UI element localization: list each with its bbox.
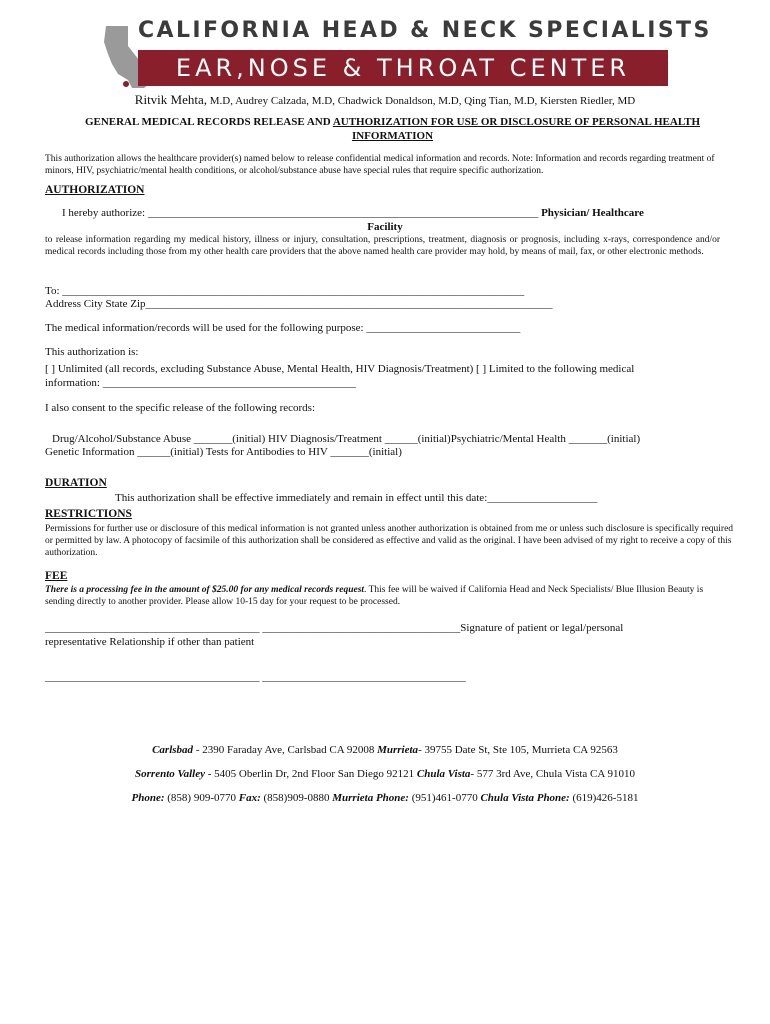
signature-line[interactable]: _______________________________________ ____________________________________Signature of patient or legal/personal xyxy=(45,622,624,634)
relationship-line[interactable]: _______________________________________ _____________________________________ xyxy=(45,671,466,683)
purpose-field[interactable]: The medical information/records will be used for the following purpose: ____________________________ xyxy=(45,322,521,334)
facility-label: Facility xyxy=(367,221,403,233)
footer-phones: Phone: (858) 909-0770 Fax: (858)909-0880 Murrieta Phone: (951)461-0770 Chula Vista Phone: (619)426-5181 xyxy=(131,792,639,804)
unlimited-option[interactable]: [ ] Unlimited (all records, excluding Substance Abuse, Mental Health, HIV Diagnosis/Treatment) [ ] Limited to the following medical xyxy=(45,363,635,375)
intro-text: This authorization allows the healthcare provider(s) named below to release confidential medical information and records. Note: Information and records regarding treatment of minors, HIV, psychiatric/mental health conditions, or alcohol/substance abuse have special rules that require specific authorization. xyxy=(45,154,715,176)
duration-heading: DURATION xyxy=(45,477,107,489)
records-initials-row1[interactable]: Drug/Alcohol/Substance Abuse _______(initial) HIV Diagnosis/Treatment ______(initial)Psychiatric/Mental Health _______(initial) xyxy=(52,433,641,445)
release-text: to release information regarding my medical history, illness or injury, consultation, prescriptions, treatment, diagnosis or prognosis, including x-rays, correspondence and/or medical records including those from my other health care providers that the above named health care provider may hold, by means of mail, fax, or other electronic methods. xyxy=(45,235,720,257)
relationship-label: representative Relationship if other than patient xyxy=(45,636,255,648)
lead-doctor: Ritvik Mehta, xyxy=(134,92,207,107)
other-doctors: M.D, Audrey Calzada, M.D, Chadwick Donaldson, M.D, Qing Tian, M.D, Kiersten Riedler, MD xyxy=(207,95,636,107)
restrictions-text: Permissions for further use or disclosure of this medical information is not granted unless another authorization is obtained from me or unless such disclosure is specifically required or permitted by law. A photocopy of facsimile of this authorization shall be considered as effective and valid as the original. I have been advised of my right to receive a copy of this authorization. xyxy=(45,524,734,558)
authorize-line[interactable]: I hereby authorize: _______________________________________________________________________ Physician/ Healthcare xyxy=(62,207,644,219)
records-initials-row2[interactable]: Genetic Information ______(initial) Tests for Antibodies to HIV _______(initial) xyxy=(45,446,402,458)
consent-text: I also consent to the specific release of the following records: xyxy=(45,402,316,414)
address-field[interactable]: Address City State Zip__________________________________________________________________________ xyxy=(45,298,553,310)
page-title: GENERAL MEDICAL RECORDS RELEASE AND AUTHORIZATION FOR USE OR DISCLOSURE OF PERSONAL HEALTH INFORMATION xyxy=(84,116,701,142)
limited-information-field[interactable]: information: ______________________________________________ xyxy=(45,377,356,389)
footer-locations-row2: Sorrento Valley - 5405 Oberlin Dr, 2nd Floor San Diego 92121 Chula Vista- 577 3rd Ave, Chula Vista CA 91010 xyxy=(135,768,635,780)
logo-title: CALIFORNIA HEAD & NECK SPECIALISTS xyxy=(138,18,712,43)
footer-locations-row1: Carlsbad - 2390 Faraday Ave, Carlsbad CA 92008 Murrieta- 39755 Date St, Ste 105, Murrieta CA 92563 xyxy=(152,744,618,756)
fee-text: There is a processing fee in the amount of $25.00 for any medical records request. This fee will be waived if California Head and Neck Specialists/ Blue Illusion Beauty is sending directly to another provider. Please allow 10-15 day for your request to be processed. xyxy=(45,585,704,607)
to-field[interactable]: To: ____________________________________________________________________________________ xyxy=(45,285,525,297)
logo xyxy=(98,18,712,88)
duration-date-field[interactable]: This authorization shall be effective immediately and remain in effect until this date:____________________ xyxy=(115,492,598,504)
authorization-scope-label: This authorization is: xyxy=(45,346,139,358)
authorization-heading: AUTHORIZATION xyxy=(45,184,145,196)
restrictions-heading: RESTRICTIONS xyxy=(45,508,132,520)
logo-subtitle: EAR,NOSE & THROAT CENTER xyxy=(175,54,631,82)
fee-heading: FEE xyxy=(45,570,68,582)
doctors-list xyxy=(0,92,770,108)
